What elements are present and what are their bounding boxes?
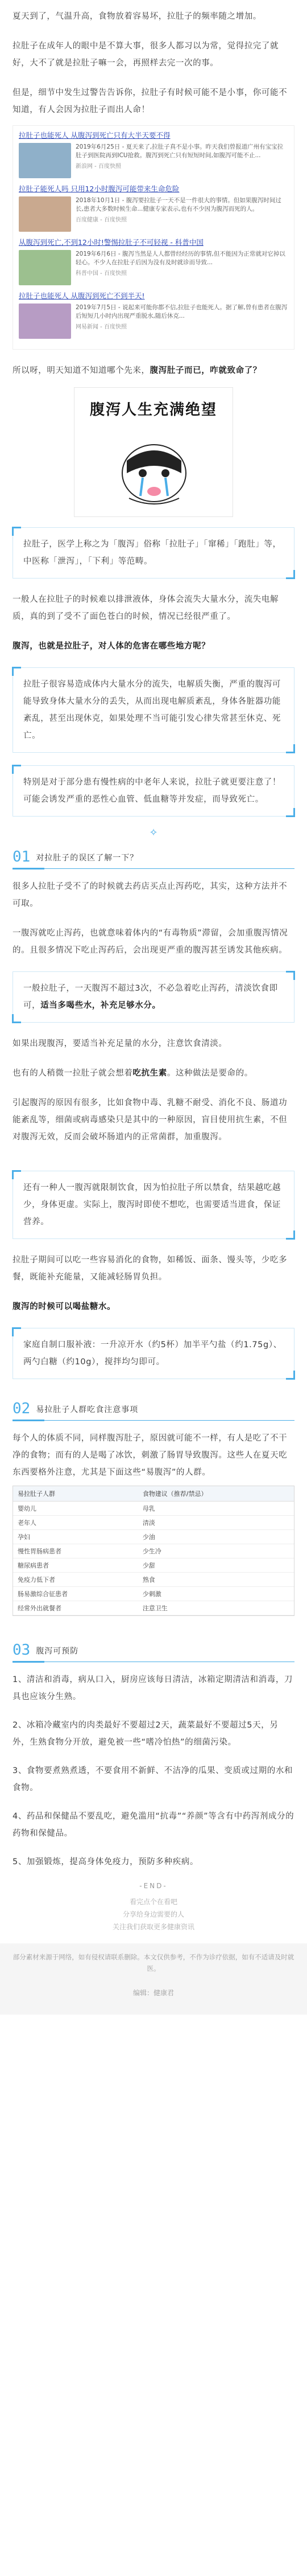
search-result-thumbnail (19, 250, 71, 285)
table-row (13, 1558, 294, 1573)
search-result-source: 百度健康 - 百度快照 (76, 217, 127, 223)
harm-box (13, 667, 294, 753)
search-result-source: 科普中国 - 百度快照 (76, 270, 127, 277)
search-result-body (76, 143, 288, 178)
ors-text: 家庭自制口服补液：一升凉开水（约5杯）加半平勺盐（约1.75g）、两勺白糖（约10g），搅拌均匀即可。 (23, 1340, 282, 1367)
table-cell: 少甜 (138, 1558, 294, 1573)
prevention-item: 5、加强锻炼，提高身体免疫力，预防多种疾病。 (13, 1857, 198, 1867)
table-row (13, 1573, 294, 1587)
s2-p1: 每个人的体质不同，同样腹泻肚子，原因就可能不一样，有人是吃了不干净的食物；而有的人是喝了冰饮，刺激了肠胃导致腹泻。这些人在夏天吃东西要格外注意，尤其是下面这些“易腹泻”的人群。 (13, 1434, 288, 1477)
q3-heading: 腹泻的时候可以喝盐糖水。 (13, 1302, 116, 1311)
table-cell: 慢性胃肠病患者 (13, 1544, 138, 1558)
corner-decoration (12, 1170, 21, 1179)
table-cell: 婴幼儿 (13, 1502, 138, 1516)
corner-decoration (12, 1327, 21, 1336)
table-row (13, 1587, 294, 1601)
section-underline (13, 868, 44, 869)
search-result-body (76, 250, 288, 285)
section-header-1 (13, 849, 294, 869)
section-underline (13, 1420, 44, 1421)
table-row (13, 1544, 294, 1558)
intro-p3: 但是，细节中发生过警告告诉你，拉肚子有时候可能不是小事，你可能不知道，有人会因为拉肚子而出人命！ (13, 88, 288, 114)
meme-caption: 腹泻人生充满绝望 (89, 401, 217, 419)
search-result-snippet: 2019年6月25日 - 夏天来了,拉肚子真不是小事。昨天我们曾报道广州有宝宝拉肚子到医院再到ICU抢救。腹泻到死亡只有短短时间,如腹泻可能不止... (76, 143, 284, 159)
table-row (13, 1530, 294, 1544)
section-number: 03 (13, 1642, 31, 1659)
diet-text: 还有一种人一腹泻就限制饮食，因为怕拉肚子所以禁食，结果越吃越少，身体更虚。实际上，腹泻时即使不想吃，也需要适当进食，保证营养。 (23, 1183, 281, 1227)
s1-p2: 一腹泻就吃止泻药，也就意味着体内的“有毒物质”滞留，会加重腹泻情况的。且很多情况下吃止泻药后，会出现更严重的腹泻甚至诱发其他疾病。 (13, 929, 288, 955)
definition-box (13, 527, 294, 579)
corner-decoration (286, 570, 295, 579)
prevention-item: 3、食物要煮熟煮透，不要食用不新鲜、不洁净的瓜果、变质或过期的水和食物。 (13, 1766, 293, 1792)
mild-diarrhea-bold: 适当多喝些水，补充足够水分。 (40, 1001, 161, 1010)
section-number: 01 (13, 848, 31, 865)
mild-diarrhea-box (13, 971, 294, 1023)
diet-box (13, 1171, 294, 1239)
corner-decoration (286, 808, 295, 817)
question-text: 所以呀，明天知道不知道哪个先来，腹泻肚子而已，咋就致命了？ (13, 366, 262, 375)
section-header-3 (13, 1642, 294, 1662)
table-cell: 肠易激综合征患者 (13, 1587, 138, 1601)
harm-text: 拉肚子很容易造成体内大量水分的流失，电解质失衡，严重的腹泻可能导致身体大量水分的丢失，从而出现电解质紊乱，身体各脏器功能紊乱，甚至出现休克，如果处理不当可能引发心律失常甚至休克、死亡。 (23, 680, 281, 740)
table-cell: 少刺激 (138, 1587, 294, 1601)
table-header-cell: 易拉肚子人群 (13, 1486, 138, 1502)
s1-p6: 拉肚子期间可以吃一些容易消化的食物，如稀饭、面条、馒头等，少吃多餐，既能补充能量，又能减轻肠胃负担。 (13, 1256, 288, 1282)
food-advice-table (13, 1486, 294, 1616)
intro-p1: 夏天到了，气温升高，食物放着容易坏，拉肚子的频率随之增加。 (13, 12, 262, 21)
corner-decoration (12, 527, 21, 536)
s1-p4: 引起腹泻的原因有很多，比如食物中毒、乳糖不耐受、消化不良、肠道功能紊乱等，细菌或病毒感染只是其中的一种原因，盲目使用抗生素，不但对腹泻无效，反而会破坏肠道内的正常菌群，加重腹泻。 (13, 1098, 288, 1142)
search-result-body (76, 303, 288, 339)
table-cell: 少油 (138, 1530, 294, 1544)
search-result-source: 网易新闻 - 百度快照 (76, 324, 127, 330)
section-number: 02 (13, 1400, 31, 1417)
elderly-box (13, 765, 294, 817)
table-cell: 经常外出就餐者 (13, 1601, 138, 1615)
search-result-title[interactable]: 拉肚子也能死人 从腹泻到死亡不到半天! (19, 292, 145, 300)
corner-decoration (12, 667, 21, 676)
search-result-row (19, 250, 288, 285)
section-header-2 (13, 1401, 294, 1421)
prevention-list (0, 1671, 307, 1871)
definition-text: 拉肚子，医学上称之为「腹泻」俗称「拉肚子」「窜稀」「跑肚」等，中医称「泄泻」，「下利」等范畴。 (23, 540, 281, 566)
q2-heading: 腹泻，也就是拉肚子，对人体的危害在哪些地方呢？ (13, 642, 210, 651)
meme-image (74, 387, 233, 517)
table-cell: 熟食 (138, 1573, 294, 1587)
footer-line: 看完点个在看吧 (129, 1898, 177, 1906)
section-title: 腹泻可预防 (36, 1647, 79, 1656)
section-title: 易拉肚子人群吃食注意事项 (36, 1405, 139, 1414)
prevention-item: 1、清洁和消毒，病从口入，厨房应该每日清洁，冰箱定期清洁和消毒，刀具也应该分生熟。 (13, 1675, 293, 1701)
table-cell: 免疫力低下者 (13, 1573, 138, 1587)
prevention-item: 2、冰箱冷藏室内的肉类最好不要超过2天，蔬菜最好不要超过5天，另外，生熟食物分开放，避免被一些“嗜冷怕热”的细菌污染。 (13, 1721, 279, 1747)
antibiotic-text: 也有的人稍微一拉肚子就会想着吃抗生素。这种做法是要命的。 (13, 1069, 253, 1078)
s1-p1: 很多人拉肚子受不了的时候就去药店买点止泻药吃，其实，这种方法并不可取。 (13, 882, 288, 908)
search-result-row (19, 196, 288, 232)
table-cell: 孕妇 (13, 1530, 138, 1544)
ors-box (13, 1328, 294, 1379)
table-row (13, 1601, 294, 1615)
footer-line: 分享给身边需要的人 (122, 1910, 184, 1918)
antibiotic-bold: 吃抗生素 (132, 1069, 167, 1078)
search-result-thumbnail (19, 143, 71, 178)
search-results-screenshot (13, 125, 294, 350)
editor-credit: 编辑：健康君 (0, 1982, 307, 2015)
table-cell: 注意卫生 (138, 1601, 294, 1615)
search-result-snippet: 2019年7月5日 - 说起来可能你都不信,拉肚子也能死人。据了解,曾有患者在腹泻后短短几小时内出现严重脱水,随后休克... (76, 304, 288, 319)
search-result-thumbnail (19, 196, 71, 232)
table-row (13, 1502, 294, 1516)
corner-decoration (12, 1014, 21, 1023)
corner-decoration (286, 744, 295, 753)
elderly-text: 特别是对于部分患有慢性病的中老年人来说，拉肚子就更要注意了！可能会诱发严重的恶性心血管、低血糖等并发症，而导致死亡。 (23, 778, 281, 804)
footer-note: 部分素材来源于网络，如有侵权请联系删除。本文仅供参考，不作为诊疗依据，如有不适请及时就医。 (0, 1943, 307, 1982)
search-result-title[interactable]: 拉肚子也能死人 从腹泻到死亡只有大半天要不得 (19, 131, 171, 140)
search-result-body (76, 196, 288, 232)
table-cell: 糖尿病患者 (13, 1558, 138, 1573)
search-result-title[interactable]: 从腹泻到死亡,不到12小时!警惕拉肚子不可轻视 - 科普中国 (19, 238, 204, 247)
search-result-row (19, 143, 288, 178)
table-cell: 清淡 (138, 1516, 294, 1530)
search-result-title[interactable]: 拉肚子能死人吗 只用12小时腹泻可能带来生命危险 (19, 184, 180, 193)
box4c-text: 如果出现腹泻，要适当补充足量的水分，注意饮食清淡。 (13, 1039, 227, 1048)
footer-lines (0, 1896, 307, 1933)
table-cell: 少生冷 (138, 1544, 294, 1558)
table-row (13, 1516, 294, 1530)
section-title: 对拉肚子的误区了解一下？ (36, 854, 139, 863)
end-marker: -END- (139, 1882, 168, 1890)
corner-decoration (286, 1230, 295, 1240)
search-result-row (19, 303, 288, 339)
dehydrate-text: 一般人在拉肚子的时候难以排泄液体，身体会流失大量水分，流失电解质，真的到了受不了面色苍白的时候，情况已经很严重了。 (13, 595, 279, 621)
search-result-source: 新浪网 - 百度快照 (76, 163, 121, 170)
corner-decoration (286, 1371, 295, 1380)
search-result-snippet: 2019年6月6日 - 腹泻当然是人人都曾经经历的事情,但不能因为正常就对它掉以轻心。不少人在拉肚子后因为没有及时就诊而导致... (76, 251, 285, 266)
table-cell: 母乳 (138, 1502, 294, 1516)
drop-divider-icon: ✧ (149, 827, 158, 839)
section-underline (13, 1661, 44, 1663)
prevention-item: 4、药品和保健品不要乱吃，避免滥用“抗毒”“养颜”等含有中药泻剂成分的药物和保健品。 (13, 1812, 294, 1838)
corner-decoration (12, 765, 21, 774)
search-result-thumbnail (19, 303, 71, 339)
table-cell: 老年人 (13, 1516, 138, 1530)
footer-line: 关注我们获取更多健康资讯 (112, 1923, 194, 1931)
table-header-cell: 食物建议（推荐/禁忌） (138, 1486, 294, 1502)
crying-face-icon (74, 388, 234, 518)
intro-p2: 拉肚子在成年人的眼中是不算大事，很多人都习以为常，觉得拉完了就好，大不了就是拉肚子嘛一会，再照样去完一次的事。 (13, 42, 279, 68)
corner-decoration (286, 971, 295, 980)
question-bold: 腹泻肚子而已，咋就致命了？ (150, 366, 262, 375)
search-result-snippet: 2018年10月1日 - 腹泻要拉肚子一天不是一件很大的事情。但如果腹泻时间过长,患者大多数时候生命...健康专家表示,也有不少因为腹泻而死的人。 (76, 197, 281, 212)
mild-diarrhea-text: 一般拉肚子，一天腹泻不超过3次，不必急着吃止泻药，清淡饮食即可，适当多喝些水，补充足够水分。 (23, 984, 278, 1010)
